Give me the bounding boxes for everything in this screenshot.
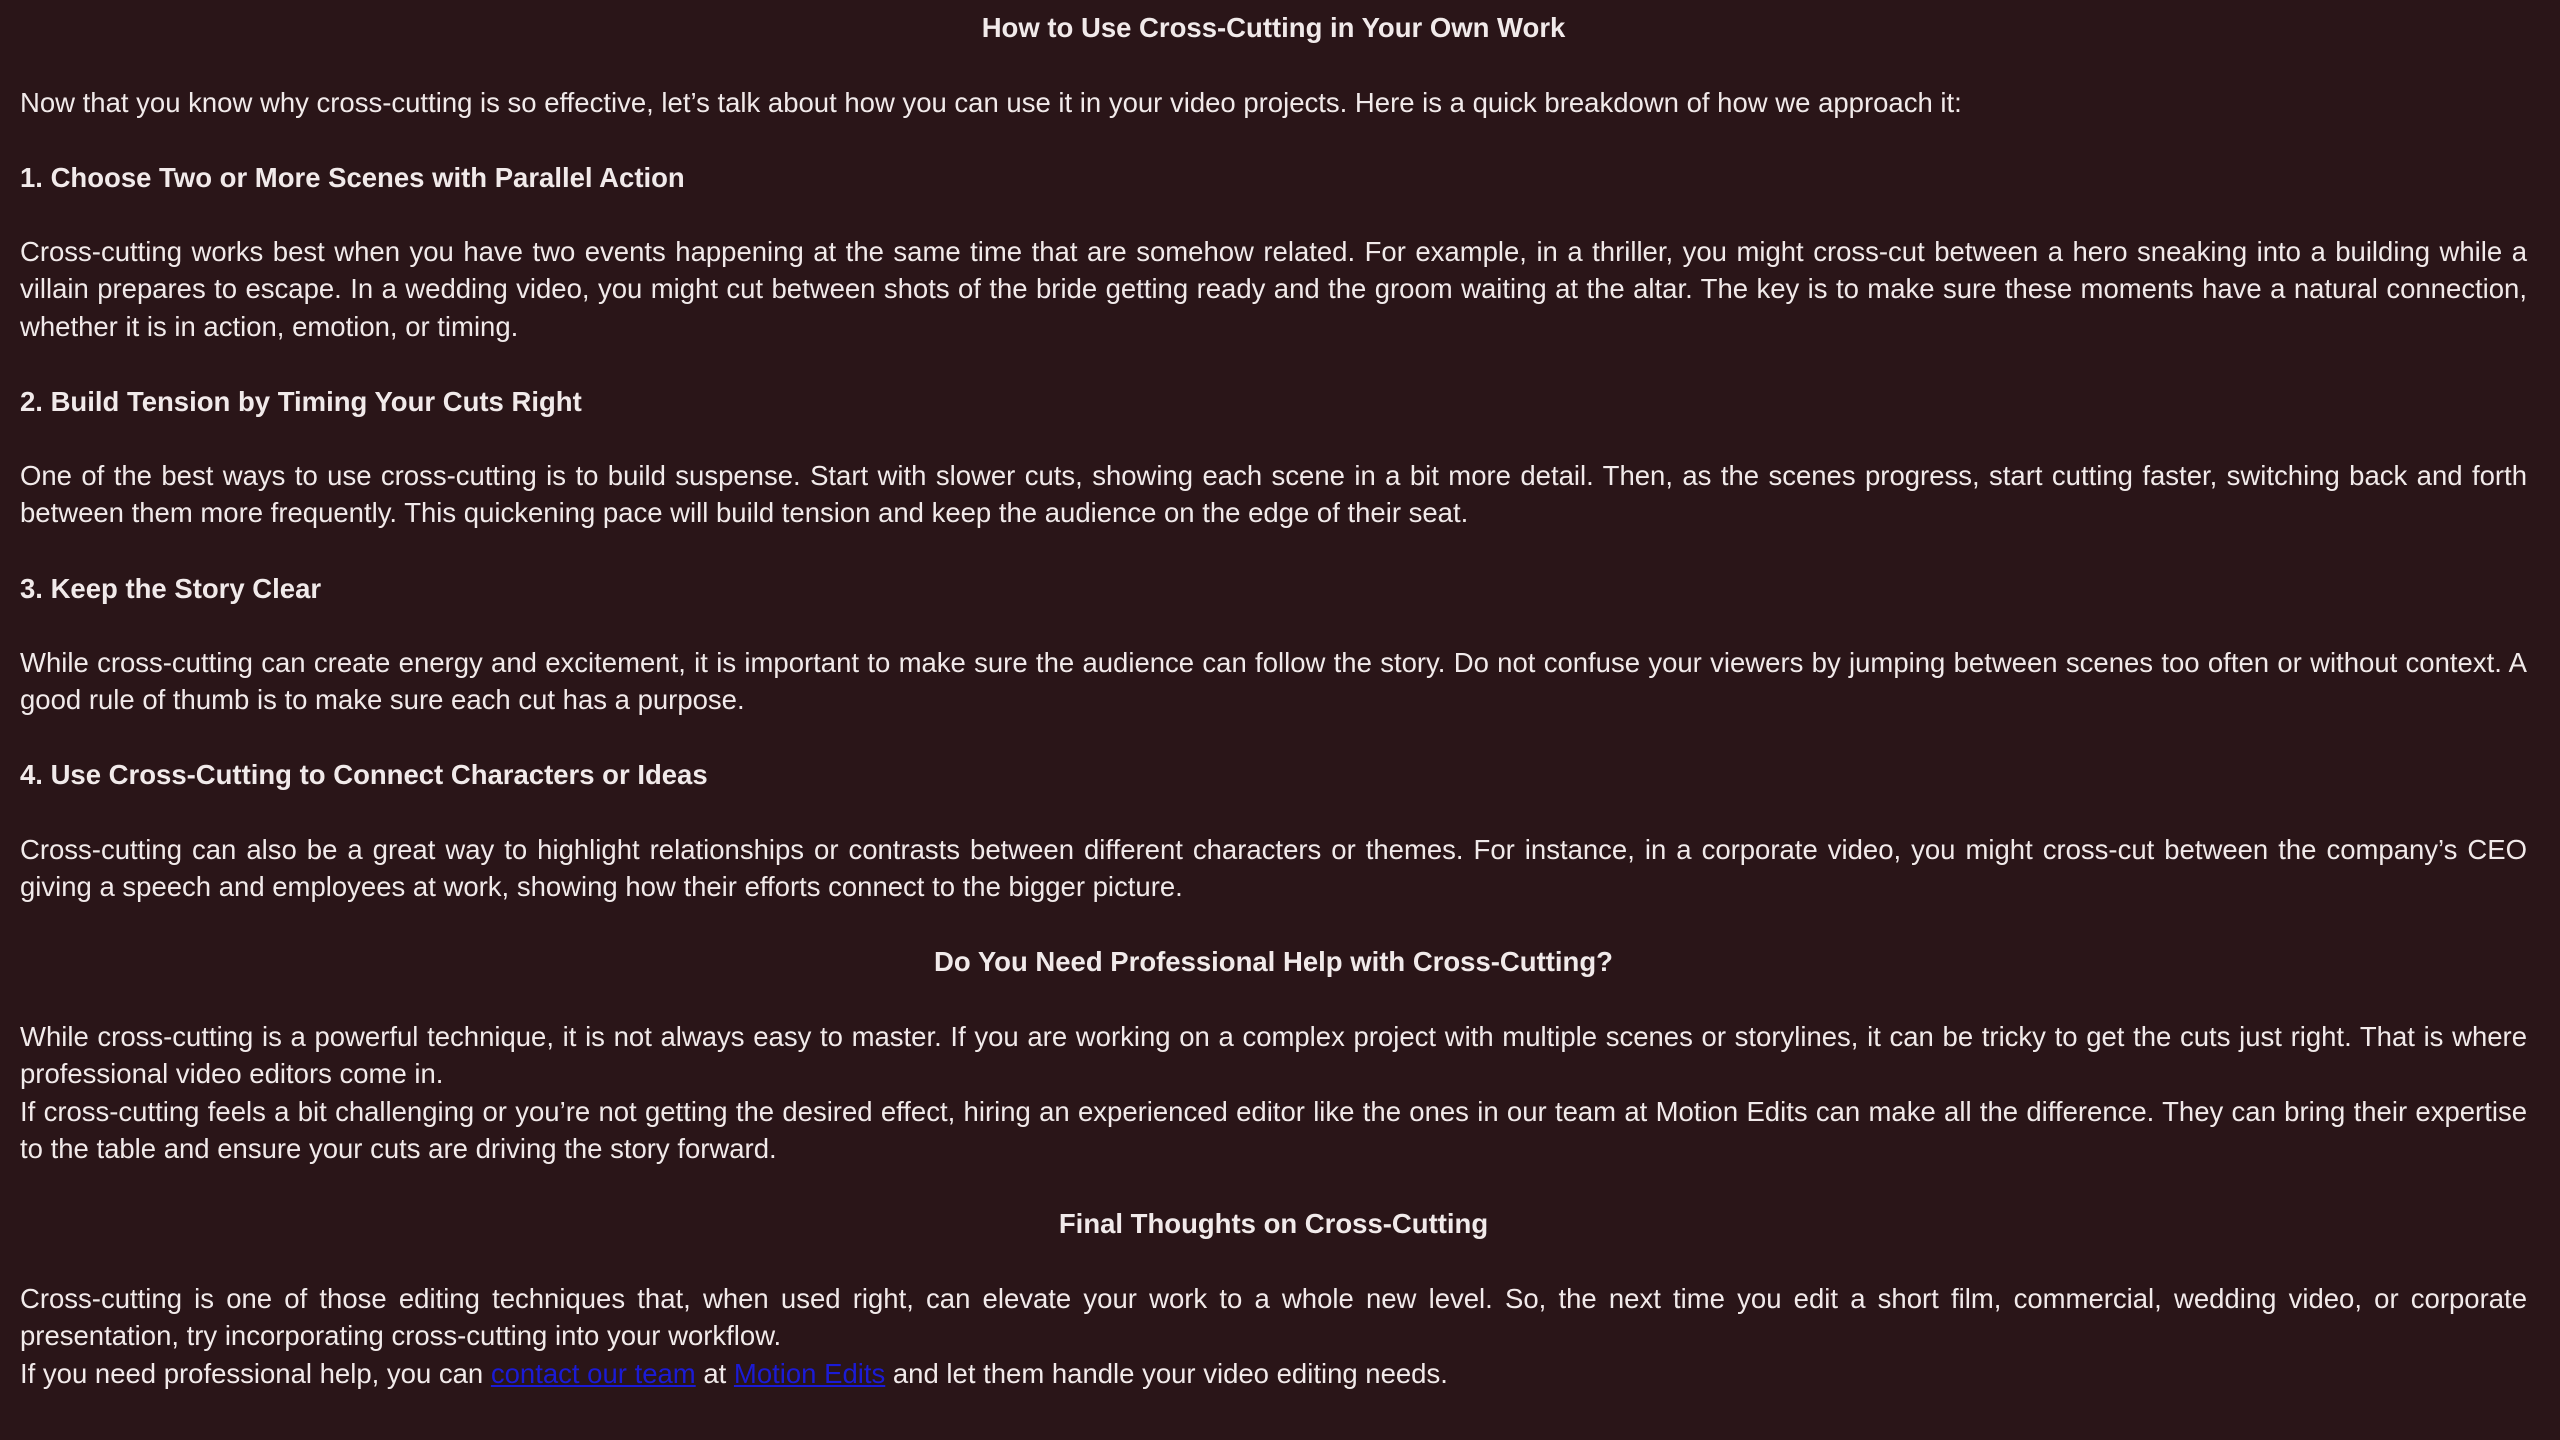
step-4-heading: 4. Use Cross-Cutting to Connect Characters or Ideas — [20, 759, 708, 790]
step-1-body: Cross-cutting works best when you have two events happening at the same time that are somehow related. For example, in a thriller, you might cross-cut between a hero sneaking into a building while a villain prepares to escape. In a wedding video, you might cut between shots of the bride getting ready and the groom waiting at the altar. The key is to make sure these moments have a natural connection, whether it is in action, emotion, or timing. — [20, 236, 2527, 342]
step-2-heading: 2. Build Tension by Timing Your Cuts Right — [20, 386, 582, 417]
final-text-after: and let them handle your video editing needs. — [885, 1358, 1448, 1389]
step-4-body: Cross-cutting can also be a great way to highlight relationships or contrasts between different characters or themes. For instance, in a corporate video, you might cross-cut between the company’s CEO giving a speech and employees at work, showing how their efforts connect to the bigger picture. — [20, 834, 2527, 903]
final-paragraph-2 — [20, 1355, 2527, 1392]
final-text-mid: at — [695, 1358, 734, 1389]
contact-team-link[interactable]: contact our team — [490, 1358, 696, 1389]
step-3-body: While cross-cutting can create energy and excitement, it is important to make sure the audience can follow the story. Do not confuse your viewers by jumping between scenes too often or without context. A good rule of thumb is to make sure each cut has a purpose. — [20, 647, 2527, 716]
step-3-heading: 3. Keep the Story Clear — [20, 573, 322, 604]
help-paragraph-2: If cross-cutting feels a bit challenging or you’re not getting the desired effect, hiring an experienced editor like the ones in our team at Motion Edits can make all the difference. They can bring their expertise to the table and ensure your cuts are driving the story forward. — [20, 1096, 2527, 1165]
motion-edits-link[interactable]: Motion Edits — [733, 1358, 886, 1389]
step-2-body: One of the best ways to use cross-cutting is to build suspense. Start with slower cuts, showing each scene in a bit more detail. Then, as the scenes progress, start cutting faster, switching back and forth between them more frequently. This quickening pace will build tension and keep the audience on the edge of their seat. — [20, 460, 2527, 529]
help-paragraph-1: While cross-cutting is a powerful technique, it is not always easy to master. If you are working on a complex project with multiple scenes or storylines, it can be tricky to get the cuts just right. That is where professional video editors come in. — [20, 1021, 2527, 1090]
final-heading: Final Thoughts on Cross-Cutting — [1058, 1208, 1489, 1239]
final-paragraph-1: Cross-cutting is one of those editing techniques that, when used right, can elevate your work to a whole new level. So, the next time you edit a short film, commercial, wedding video, or corporate presentation, try incorporating cross-cutting into your workflow. — [20, 1283, 2527, 1352]
final-text-before: If you need professional help, you can — [20, 1358, 491, 1389]
intro-paragraph: Now that you know why cross-cutting is so effective, let’s talk about how you can use it in your video projects. Here is a quick breakdown of how we approach it: — [20, 87, 1962, 118]
article-title: How to Use Cross-Cutting in Your Own Work — [981, 12, 1566, 43]
step-1-heading: 1. Choose Two or More Scenes with Parallel Action — [20, 162, 685, 193]
help-heading: Do You Need Professional Help with Cross-Cutting? — [934, 946, 1613, 977]
